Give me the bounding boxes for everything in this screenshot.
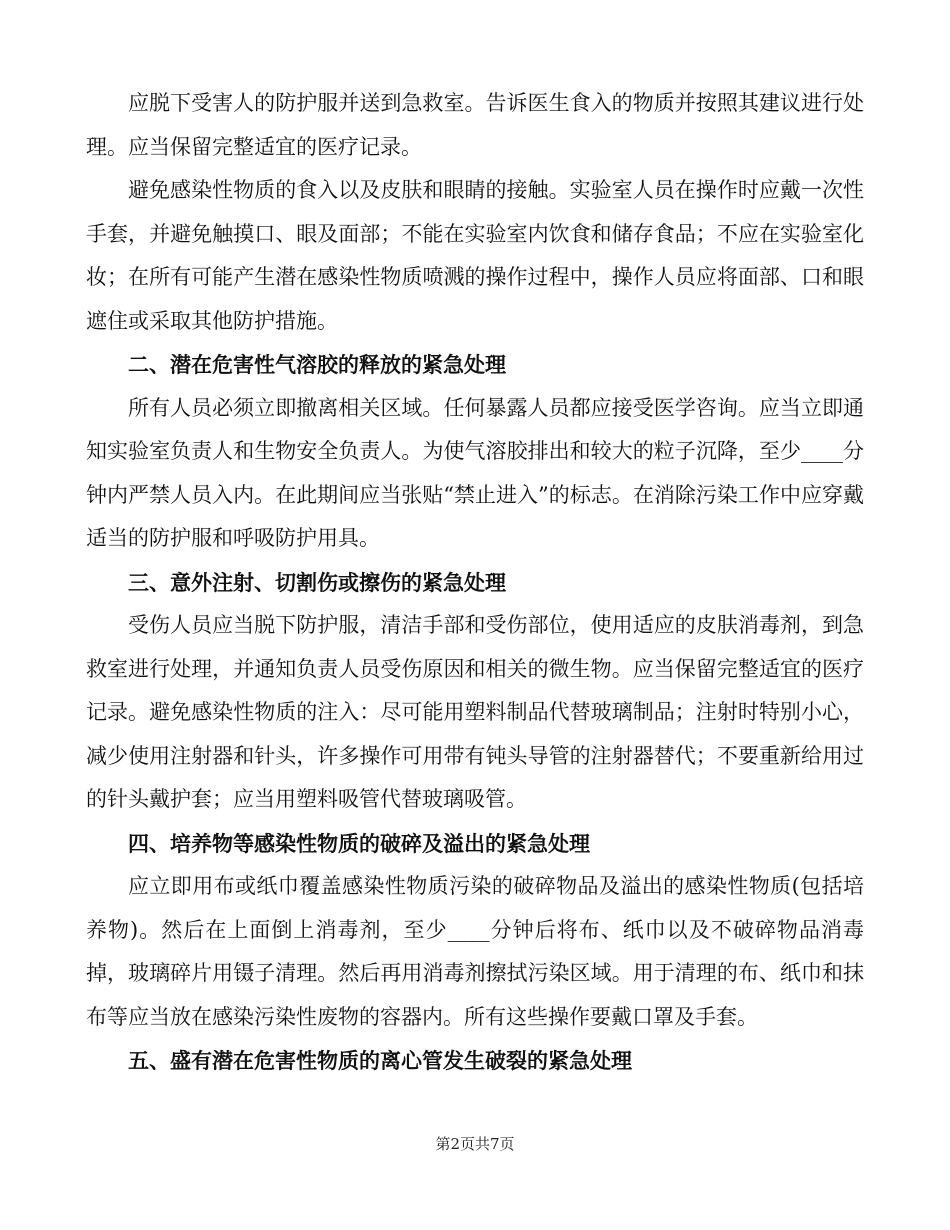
document-body: [86, 82, 864, 1083]
section-heading-injection: 三、意外注射、切割伤或擦伤的紧急处理: [128, 569, 506, 595]
paragraph-avoid-ingestion: 避免感染性物质的食入以及皮肤和眼睛的接触。实验室人员在操作时应戴一次性手套，并避免触摸口、眼及面部；不能在实验室内饮食和储存食品；不应在实验室化妆；在所有可能产生潜在感染性物质喷溅的操作过程中，操作人员应将面部、口和眼遮住或采取其他防护措施。: [86, 178, 864, 333]
page-number-footer: 第2页共7页: [435, 1135, 515, 1153]
paragraph-injection: 受伤人员应当脱下防护服，清洁手部和受伤部位，使用适应的皮肤消毒剂，到急救室进行处理，并通知负责人员受伤原因和相关的微生物。应当保留完整适宜的医疗记录。避免感染性物质的注入：尽可能用塑料制品代替玻璃制品；注射时特别小心，减少使用注射器和针头，许多操作可用带有钝头导管的注射器替代；不要重新给用过的针头戴护套；应当用塑料吸管代替玻璃吸管。: [86, 613, 864, 811]
paragraph-aerosol: 所有人员必须立即撤离相关区域。任何暴露人员都应接受医学咨询。应当立即通知实验室负责人和生物安全负责人。为使气溶胶排出和较大的粒子沉降，至少____分钟内严禁人员入内。在此期间应当张贴“禁止进入”的标志。在消除污染工作中应穿戴适当的防护服和呼吸防护用具。: [86, 395, 864, 550]
section-heading-spill: 四、培养物等感染性物质的破碎及溢出的紧急处理: [128, 830, 590, 856]
paragraph-spill: 应立即用布或纸巾覆盖感染性物质污染的破碎物品及溢出的感染性物质(包括培养物)。然后在上面倒上消毒剂，至少____分钟后将布、纸巾以及不破碎物品消毒掉，玻璃碎片用镊子清理。然后再用消毒剂擦拭污染区域。用于清理的布、纸巾和抹布等应当放在感染污染性废物的容器内。所有这些操作要戴口罩及手套。: [86, 874, 864, 1029]
section-heading-centrifuge: 五、盛有潜在危害性物质的离心管发生破裂的紧急处理: [128, 1048, 632, 1073]
section-heading-aerosol: 二、潜在危害性气溶胶的释放的紧急处理: [128, 352, 506, 377]
paragraph-first-aid-ingestion: 应脱下受害人的防护服并送到急救室。告诉医生食入的物质并按照其建议进行处理。应当保留完整适宜的医疗记录。: [86, 91, 864, 159]
